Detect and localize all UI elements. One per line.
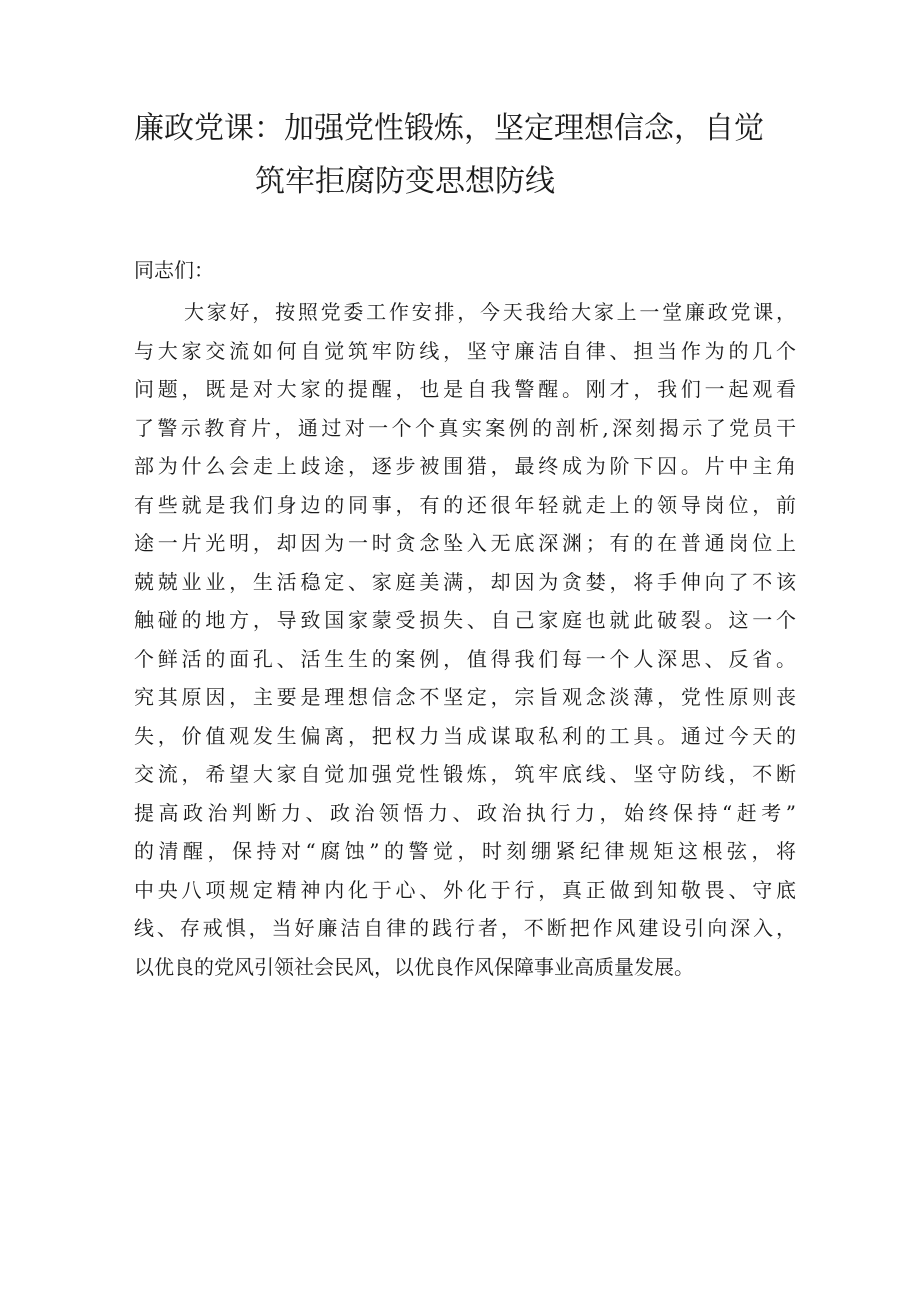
body-line: 提高政治判断力、政治领悟力、政治执行力，始终保持“赶考” (134, 800, 796, 825)
body-line: 部为什么会走上歧途，逐步被围猎，最终成为阶下囚。片中主角 (134, 454, 796, 478)
body-line: 了警示教育片，通过对一个个真实案例的剖析,深刻揭示了党员干 (134, 415, 796, 440)
body-line: 与大家交流如何自觉筑牢防线，坚守廉洁自律、担当作为的几个 (134, 338, 796, 363)
document-title (120, 102, 800, 208)
body-line: 的清醒，保持对“腐蚀”的警觉，时刻绷紧纪律规矩这根弦，将 (134, 839, 796, 863)
body-line: 失，价值观发生偏离，把权力当成谋取私利的工具。通过今天的 (134, 723, 796, 748)
body-line: 有些就是我们身边的同事，有的还很年轻就走上的领导岗位，前 (134, 492, 796, 517)
body-line: 触碰的地方，导致国家蒙受损失、自己家庭也就此破裂。这一个 (134, 608, 796, 632)
salutation: 同志们： (134, 258, 214, 282)
body-line: 中央八项规定精神内化于心、外化于行，真正做到知敬畏、守底 (134, 877, 796, 902)
body-paragraph (134, 293, 796, 986)
body-line: 个鲜活的面孔、活生生的案例，值得我们每一个人深思、反省。 (134, 646, 796, 671)
body-line: 交流，希望大家自觉加强党性锻炼，筑牢底线、坚守防线，不断 (134, 762, 796, 786)
body-line: 兢兢业业，生活稳定、家庭美满，却因为贪婪，将手伸向了不该 (134, 569, 796, 594)
body-line: 究其原因，主要是理想信念不坚定，宗旨观念淡薄，党性原则丧 (134, 685, 796, 709)
body-line: 问题，既是对大家的提醒，也是自我警醒。刚才，我们一起观看 (134, 377, 796, 401)
title-line-1: 廉政党课：加强党性锻炼，坚定理想信念，自觉 (134, 111, 764, 146)
body-line: 途一片光明，却因为一时贪念坠入无底深渊；有的在普通岗位上 (134, 531, 796, 555)
title-line-2: 筑牢拒腐防变思想防线 (255, 164, 555, 199)
body-line: 大家好，按照党委工作安排，今天我给大家上一堂廉政党课， (184, 300, 796, 324)
body-line: 以优良的党风引领社会民风，以优良作风保障事业高质量发展。 (134, 954, 694, 979)
body-line: 线、存戒惧，当好廉洁自律的践行者，不断把作风建设引向深入， (134, 916, 796, 940)
